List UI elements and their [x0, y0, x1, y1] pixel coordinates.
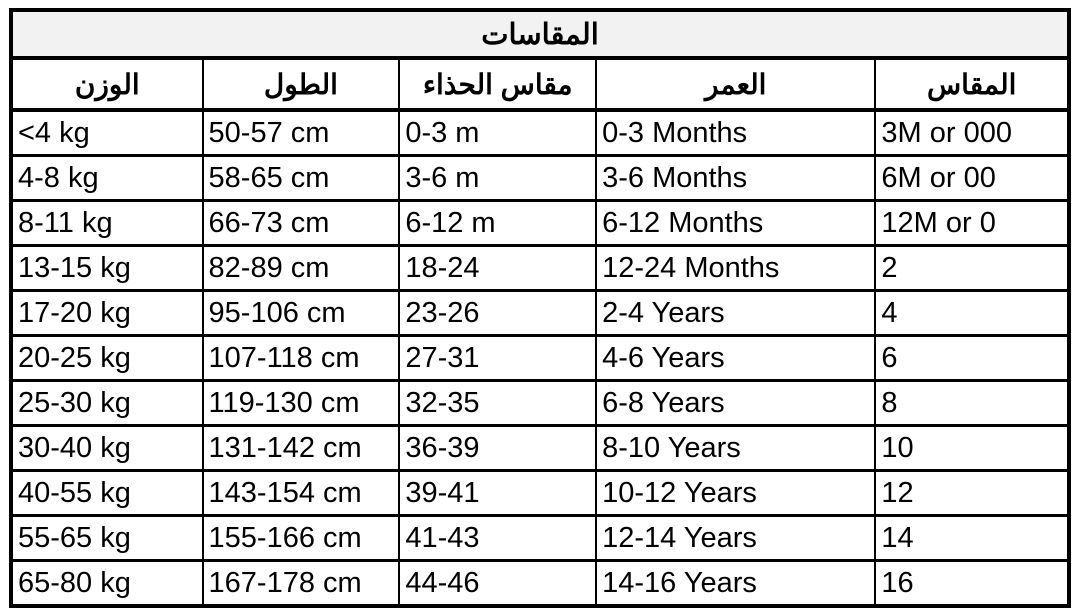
size-chart-table: [9, 8, 1071, 608]
cell-weight: 4-8 kg: [11, 156, 203, 201]
cell-size: 12M or 0: [875, 201, 1069, 246]
cell-weight: <4 kg: [11, 110, 203, 156]
cell-weight: 30-40 kg: [11, 426, 203, 471]
table-row: [11, 381, 1069, 426]
cell-shoe_size: 6-12 m: [399, 201, 596, 246]
cell-size: 16: [875, 561, 1069, 607]
cell-weight: 40-55 kg: [11, 471, 203, 516]
column-header-height: الطول: [203, 58, 400, 110]
cell-age: 12-14 Years: [596, 516, 875, 561]
cell-height: 58-65 cm: [203, 156, 400, 201]
cell-age: 6-8 Years: [596, 381, 875, 426]
cell-age: 4-6 Years: [596, 336, 875, 381]
cell-weight: 25-30 kg: [11, 381, 203, 426]
cell-size: 6M or 00: [875, 156, 1069, 201]
cell-age: 0-3 Months: [596, 110, 875, 156]
cell-age: 12-24 Months: [596, 246, 875, 291]
table-row: [11, 336, 1069, 381]
cell-weight: 8-11 kg: [11, 201, 203, 246]
table-row: [11, 471, 1069, 516]
table-row: [11, 291, 1069, 336]
table-row: [11, 246, 1069, 291]
cell-shoe_size: 36-39: [399, 426, 596, 471]
table-title-row: [11, 10, 1069, 58]
cell-size: 6: [875, 336, 1069, 381]
cell-shoe_size: 18-24: [399, 246, 596, 291]
table-body: [11, 110, 1069, 606]
cell-shoe_size: 41-43: [399, 516, 596, 561]
cell-weight: 55-65 kg: [11, 516, 203, 561]
cell-height: 143-154 cm: [203, 471, 400, 516]
column-header-age: العمر: [596, 58, 875, 110]
cell-height: 131-142 cm: [203, 426, 400, 471]
cell-age: 6-12 Months: [596, 201, 875, 246]
cell-height: 66-73 cm: [203, 201, 400, 246]
table-row: [11, 156, 1069, 201]
cell-size: 10: [875, 426, 1069, 471]
column-header-size: المقاس: [875, 58, 1069, 110]
cell-shoe_size: 0-3 m: [399, 110, 596, 156]
column-header-shoe_size: مقاس الحذاء: [399, 58, 596, 110]
cell-age: 10-12 Years: [596, 471, 875, 516]
cell-shoe_size: 39-41: [399, 471, 596, 516]
cell-shoe_size: 44-46: [399, 561, 596, 607]
cell-age: 2-4 Years: [596, 291, 875, 336]
cell-size: 4: [875, 291, 1069, 336]
cell-size: 2: [875, 246, 1069, 291]
cell-age: 8-10 Years: [596, 426, 875, 471]
cell-shoe_size: 32-35: [399, 381, 596, 426]
table-row: [11, 110, 1069, 156]
cell-shoe_size: 27-31: [399, 336, 596, 381]
cell-height: 167-178 cm: [203, 561, 400, 607]
cell-age: 14-16 Years: [596, 561, 875, 607]
column-header-weight: الوزن: [11, 58, 203, 110]
cell-weight: 13-15 kg: [11, 246, 203, 291]
cell-size: 14: [875, 516, 1069, 561]
cell-size: 8: [875, 381, 1069, 426]
table-row: [11, 561, 1069, 607]
cell-shoe_size: 23-26: [399, 291, 596, 336]
table-row: [11, 516, 1069, 561]
table-header-row: [11, 58, 1069, 110]
cell-height: 155-166 cm: [203, 516, 400, 561]
cell-height: 95-106 cm: [203, 291, 400, 336]
table-row: [11, 201, 1069, 246]
table-row: [11, 426, 1069, 471]
cell-height: 119-130 cm: [203, 381, 400, 426]
cell-height: 107-118 cm: [203, 336, 400, 381]
table-title: المقاسات: [11, 10, 1069, 58]
cell-weight: 17-20 kg: [11, 291, 203, 336]
cell-size: 3M or 000: [875, 110, 1069, 156]
cell-size: 12: [875, 471, 1069, 516]
cell-height: 82-89 cm: [203, 246, 400, 291]
cell-height: 50-57 cm: [203, 110, 400, 156]
cell-shoe_size: 3-6 m: [399, 156, 596, 201]
cell-weight: 20-25 kg: [11, 336, 203, 381]
cell-age: 3-6 Months: [596, 156, 875, 201]
cell-weight: 65-80 kg: [11, 561, 203, 607]
